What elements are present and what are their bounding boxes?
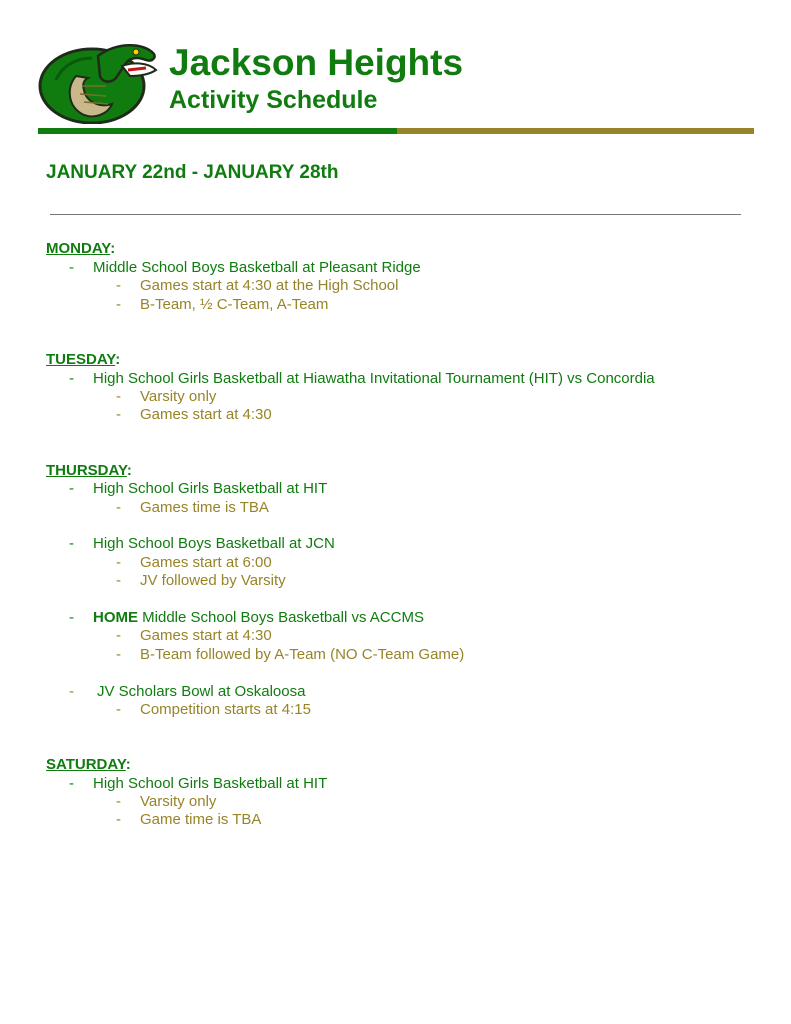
- day-label: TUESDAY: [46, 351, 116, 368]
- bullet-dash: -: [116, 811, 121, 828]
- bullet-dash: -: [116, 554, 121, 571]
- home-marker: HOME: [93, 609, 138, 626]
- event-title: Middle School Boys Basketball vs ACCMS: [138, 609, 424, 626]
- bullet-dash: -: [69, 259, 74, 276]
- bullet-dash: -: [116, 499, 121, 516]
- day-label: SATURDAY: [46, 756, 126, 773]
- bullet-dash: -: [116, 388, 121, 405]
- event-detail: Games time is TBA: [140, 499, 269, 516]
- event-detail: Games start at 4:30: [140, 406, 272, 423]
- bullet-dash: -: [116, 627, 121, 644]
- event-detail: Games start at 4:30: [140, 627, 272, 644]
- date-range-heading: JANUARY 22nd - JANUARY 28th: [46, 162, 339, 183]
- event-title: High School Girls Basketball at HIT: [93, 775, 328, 792]
- bullet-dash: -: [116, 406, 121, 423]
- event-detail: B-Team followed by A-Team (NO C-Team Game): [140, 646, 465, 663]
- event-detail: Games start at 6:00: [140, 554, 272, 571]
- page-subtitle: Activity Schedule: [169, 86, 378, 114]
- event-detail: Game time is TBA: [140, 811, 262, 828]
- event-detail: Varsity only: [140, 388, 217, 405]
- bullet-dash: -: [69, 775, 74, 792]
- day-heading-tuesday: TUESDAY:: [46, 351, 121, 368]
- bullet-dash: -: [116, 793, 121, 810]
- bullet-dash: -: [69, 535, 74, 552]
- bullet-dash: -: [69, 683, 74, 700]
- event-title: High School Girls Basketball at HIT: [93, 480, 328, 497]
- event-title: JV Scholars Bowl at Oskaloosa: [97, 683, 306, 700]
- bullet-dash: -: [116, 296, 121, 313]
- event-detail: JV followed by Varsity: [140, 572, 286, 589]
- event-detail: Games start at 4:30 at the High School: [140, 277, 399, 294]
- header-bar-gold: [397, 128, 754, 134]
- event-title: High School Girls Basketball at Hiawatha Invitational Tournament (HIT) vs Concordia: [93, 370, 655, 387]
- event-title: Middle School Boys Basketball at Pleasant Ridge: [93, 259, 421, 276]
- event-detail: Competition starts at 4:15: [140, 701, 311, 718]
- day-heading-monday: MONDAY:: [46, 240, 116, 257]
- bullet-dash: -: [116, 277, 121, 294]
- bullet-dash: -: [116, 572, 121, 589]
- event-detail: B-Team, ½ C-Team, A-Team: [140, 296, 329, 313]
- event-detail: Varsity only: [140, 793, 217, 810]
- day-heading-saturday: SATURDAY:: [46, 756, 131, 773]
- bullet-dash: -: [69, 609, 74, 626]
- day-label: THURSDAY: [46, 462, 127, 479]
- header-bar-green: [38, 128, 397, 134]
- event-title: High School Boys Basketball at JCN: [93, 535, 335, 552]
- bullet-dash: -: [69, 370, 74, 387]
- bullet-dash: -: [116, 701, 121, 718]
- day-heading-thursday: THURSDAY:: [46, 462, 132, 479]
- bullet-dash: -: [69, 480, 74, 497]
- cobra-mascot-logo: [36, 36, 160, 124]
- horizontal-divider: [50, 214, 741, 215]
- event-title-home: [93, 609, 424, 627]
- page-title: Jackson Heights: [169, 42, 464, 83]
- bullet-dash: -: [116, 646, 121, 663]
- day-label: MONDAY: [46, 240, 111, 257]
